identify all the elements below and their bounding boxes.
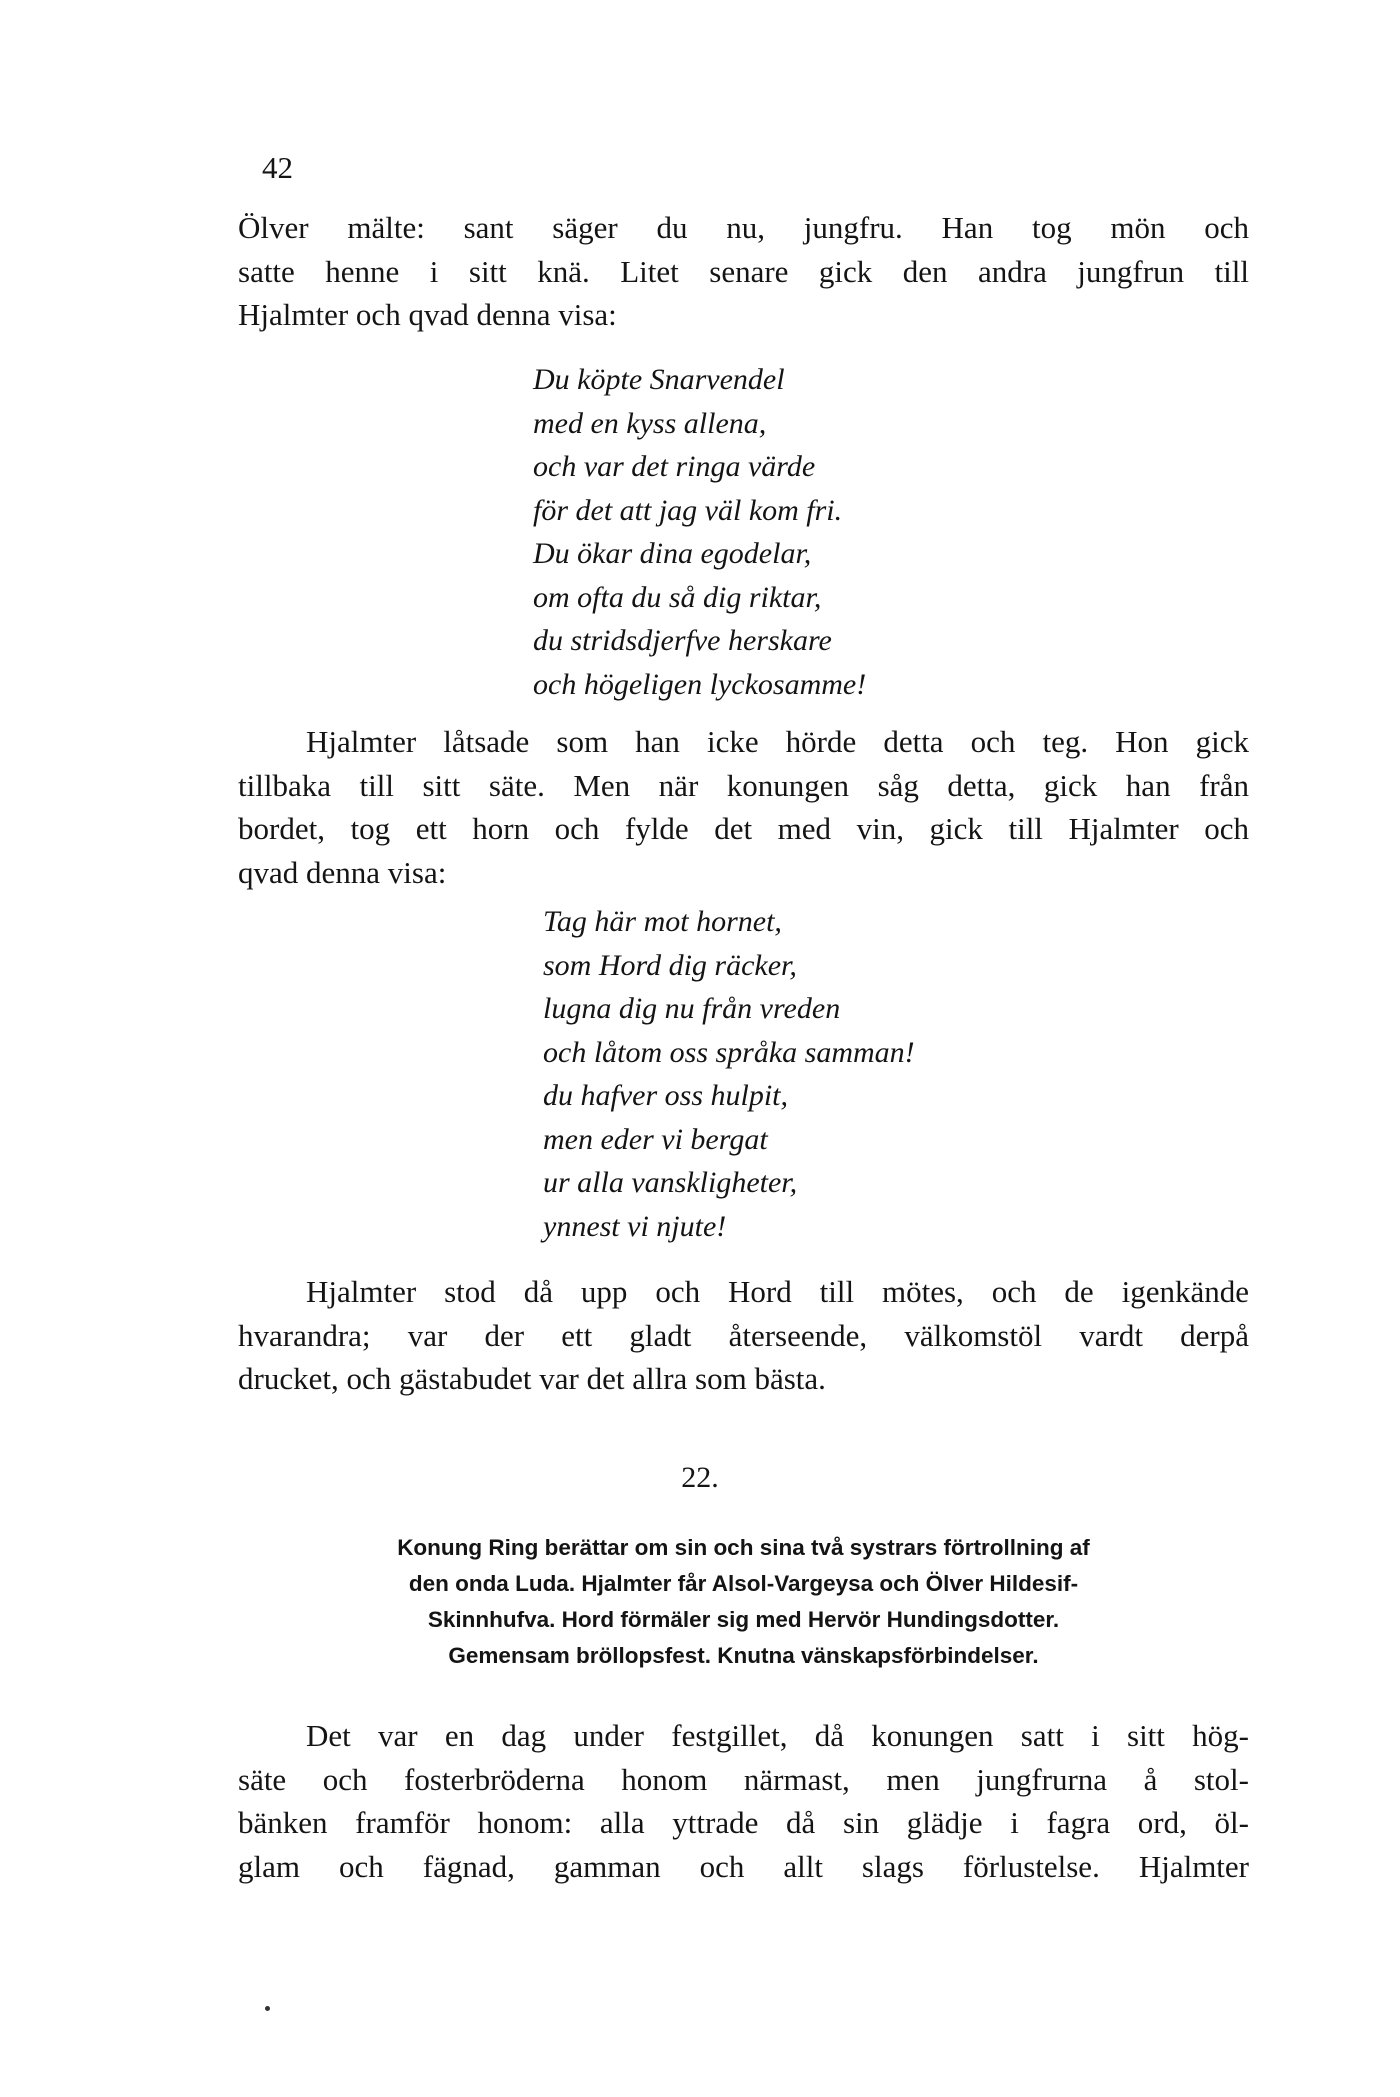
text-line: Hjalmter låtsade som han icke hörde detta och teg. Hon gick xyxy=(306,724,1249,759)
verse-line: och högeligen lyckosamme! xyxy=(533,667,867,701)
chapter-summary xyxy=(238,1530,1249,1674)
summary-line: Gemensam bröllopsfest. Knutna vänskapsförbindelser. xyxy=(448,1643,1039,1668)
verse-line: du hafver oss hulpit, xyxy=(543,1079,788,1112)
verse-line: och låtom oss språka samman! xyxy=(543,1035,915,1069)
verse-line: med en kyss allena, xyxy=(533,406,767,440)
text-line: satte henne i sitt knä. Litet senare gick den andra jungfrun till xyxy=(238,253,1249,289)
paragraph-1 xyxy=(238,206,1249,337)
text-line: Hjalmter stod då upp och Hord till mötes, och de igenkände xyxy=(306,1274,1249,1309)
page-number: 42 xyxy=(262,150,293,185)
text-line: bordet, tog ett horn och fylde det med vin, gick till Hjalmter och xyxy=(238,811,1249,846)
verse-line: som Hord dig räcker, xyxy=(543,948,797,982)
text-line: Det var en dag under festgillet, då konungen satt i sitt hög- xyxy=(306,1718,1249,1753)
verse-line: ur alla vanskligheter, xyxy=(543,1166,798,1199)
verse-line: ynnest vi njute! xyxy=(543,1209,727,1243)
verse-line: Du köpte Snarvendel xyxy=(533,363,785,396)
text-line: säte och fosterbröderna honom närmast, men jungfrurna å stol- xyxy=(238,1761,1249,1797)
paragraph-4 xyxy=(238,1714,1249,1888)
text-line: drucket, och gästabudet var det allra som bästa. xyxy=(238,1361,826,1396)
verse-line: Tag här mot hornet, xyxy=(543,905,782,938)
verse-line: men eder vi bergat xyxy=(543,1122,768,1156)
text-line: hvarandra; var der ett gladt återseende, välkomstöl vardt derpå xyxy=(238,1317,1249,1353)
verse-line: lugna dig nu från vreden xyxy=(543,992,841,1025)
ink-speck xyxy=(265,2006,270,2011)
verse-2 xyxy=(543,900,915,1248)
text-line: tillbaka till sitt säte. Men när konungen såg detta, gick han från xyxy=(238,767,1249,803)
verse-line: för det att jag väl kom fri. xyxy=(533,493,843,527)
text-line: Hjalmter och qvad denna visa: xyxy=(238,297,617,332)
verse-line: och var det ringa värde xyxy=(533,450,816,483)
summary-line: Skinnhufva. Hord förmäler sig med Hervör Hundingsdotter. xyxy=(427,1607,1060,1632)
paragraph-3 xyxy=(238,1270,1249,1401)
text-line: qvad denna visa: xyxy=(238,854,447,890)
verse-line: du stridsdjerfve herskare xyxy=(533,624,832,657)
text-line: Ölver mälte: sant säger du nu, jungfru. Han tog mön och xyxy=(238,210,1249,245)
chapter-number: 22. xyxy=(681,1461,719,1494)
verse-line: om ofta du så dig riktar, xyxy=(533,580,822,614)
verse-1 xyxy=(533,358,866,706)
summary-line: Konung Ring berättar om sin och sina två systrars förtrollning af xyxy=(397,1535,1090,1560)
paragraph-2 xyxy=(238,720,1249,894)
summary-line: den onda Luda. Hjalmter får Alsol-Vargeysa och Ölver Hildesif- xyxy=(408,1571,1079,1596)
text-line: glam och fägnad, gamman och allt slags förlustelse. Hjalmter xyxy=(238,1848,1249,1884)
verse-line: Du ökar dina egodelar, xyxy=(533,537,812,570)
text-line: bänken framför honom: alla yttrade då sin glädje i fagra ord, öl- xyxy=(238,1805,1249,1840)
